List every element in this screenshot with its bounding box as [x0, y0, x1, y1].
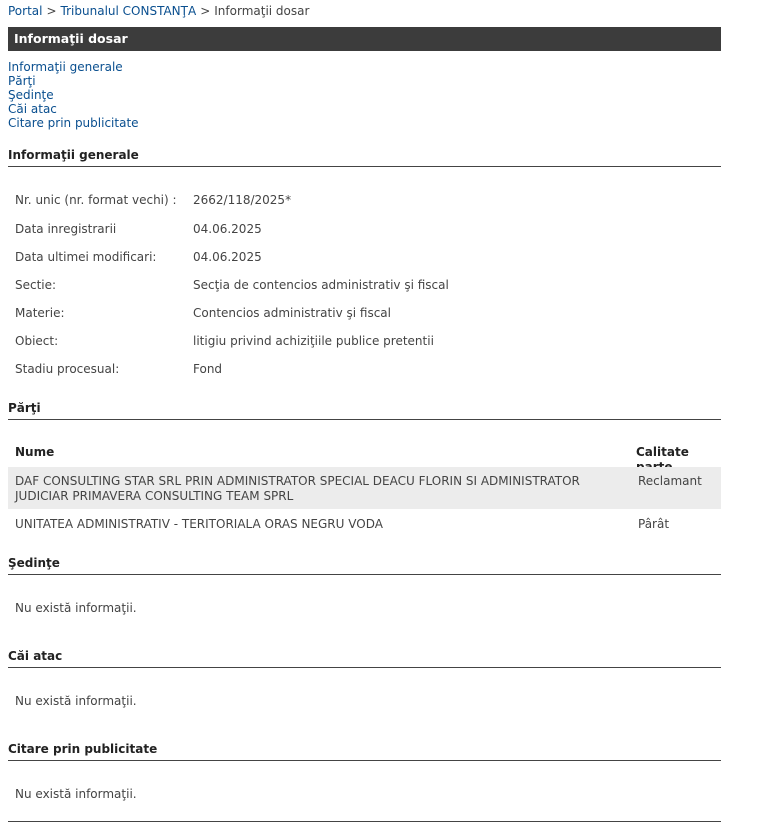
breadcrumb-current: Informaţii dosar — [214, 4, 310, 18]
info-label: Data ultimei modificari: — [15, 250, 157, 264]
breadcrumb — [8, 4, 309, 18]
breadcrumb-separator: > — [200, 4, 211, 18]
info-value: Fond — [193, 362, 223, 376]
breadcrumb-portal-link[interactable]: Portal — [8, 4, 43, 18]
info-label: Nr. unic (nr. format vechi) : — [15, 193, 177, 207]
empty-message-cai-atac: Nu există informaţii. — [15, 694, 137, 708]
column-header-nume: Nume — [15, 445, 55, 459]
info-value: 04.06.2025 — [193, 222, 262, 236]
parti-table-header — [8, 444, 721, 466]
quicklink-citare-publicitate[interactable]: Citare prin publicitate — [8, 116, 139, 130]
info-label: Data inregistrarii — [15, 222, 117, 236]
quicklink-sedinte[interactable]: Şedinţe — [8, 88, 54, 102]
page-title: Informaţii dosar — [8, 27, 721, 51]
info-label: Sectie: — [15, 278, 57, 292]
info-value: litigiu privind achiziţiile publice pretentii — [193, 334, 434, 348]
party-role: Reclamant — [638, 474, 702, 488]
info-value: Contencios administrativ şi fiscal — [193, 306, 391, 320]
table-row — [8, 510, 721, 538]
info-value: 2662/118/2025* — [193, 193, 292, 207]
breadcrumb-court-link[interactable]: Tribunalul CONSTANŢA — [60, 4, 197, 18]
party-name: UNITATEA ADMINISTRATIV - TERITORIALA ORAS NEGRU VODA — [15, 517, 383, 531]
section-heading-sedinte: Şedinţe — [8, 556, 721, 575]
quicklink-parti[interactable]: Părţi — [8, 74, 36, 88]
info-label: Materie: — [15, 306, 65, 320]
info-value: Secţia de contencios administrativ şi fiscal — [193, 278, 449, 292]
info-label: Obiect: — [15, 334, 59, 348]
section-heading-general: Informaţii generale — [8, 148, 721, 167]
info-value: 04.06.2025 — [193, 250, 262, 264]
column-header-calitate: Calitate — [636, 445, 689, 459]
section-heading-cai-atac: Căi atac — [8, 649, 721, 668]
party-role: Pârât — [638, 517, 670, 531]
empty-message-citare: Nu există informaţii. — [15, 787, 137, 801]
breadcrumb-separator: > — [46, 4, 57, 18]
empty-message-sedinte: Nu există informaţii. — [15, 601, 137, 615]
section-heading-parti: Părţi — [8, 401, 721, 420]
party-name: DAF CONSULTING STAR SRL PRIN ADMINISTRATOR SPECIAL DEACU FLORIN SI ADMINISTRATOR JUDICIAR PRIMAVERA CONSULTING TEAM SPRL — [15, 474, 580, 503]
section-heading-citare: Citare prin publicitate — [8, 742, 721, 761]
table-row — [8, 467, 721, 509]
quicklink-cai-atac[interactable]: Căi atac — [8, 102, 57, 116]
quicklink-informatii-generale[interactable]: Informaţii generale — [8, 60, 123, 74]
quicklinks-nav — [8, 60, 139, 130]
info-label: Stadiu procesual: — [15, 362, 120, 376]
